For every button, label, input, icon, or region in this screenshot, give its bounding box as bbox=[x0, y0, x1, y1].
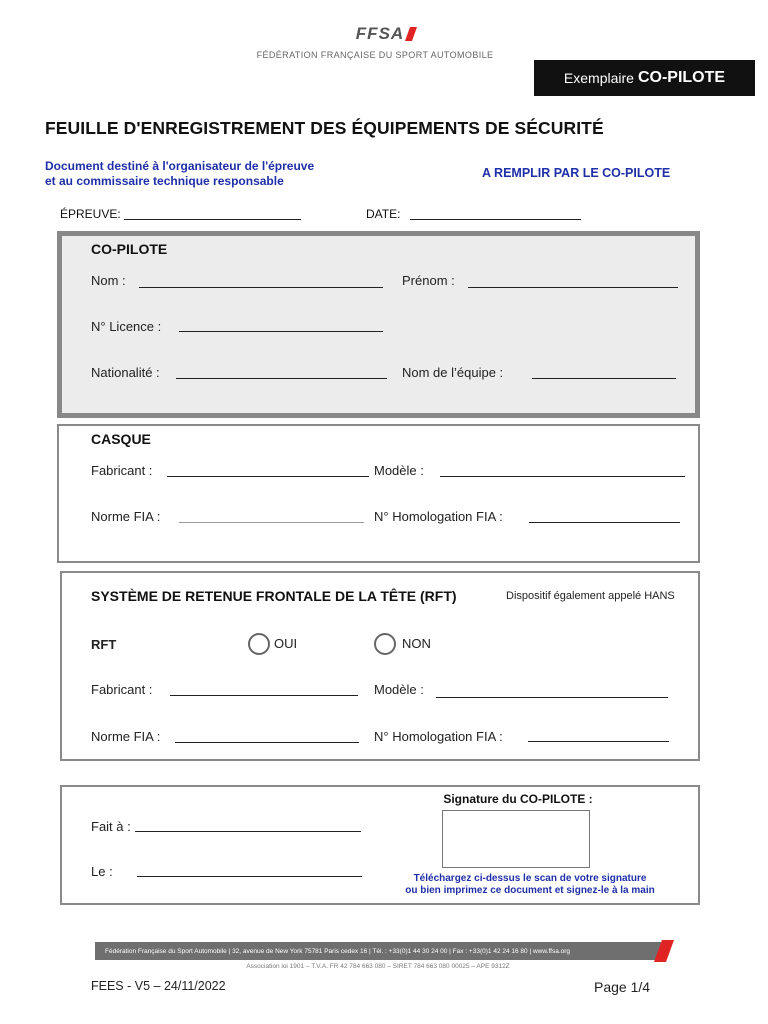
nationalite-label: Nationalité : bbox=[91, 365, 160, 380]
rft-modele-field[interactable] bbox=[436, 697, 668, 698]
rft-non-radio[interactable] bbox=[374, 633, 396, 655]
page-title: FEUILLE D'ENREGISTREMENT DES ÉQUIPEMENTS DE SÉCURITÉ bbox=[45, 118, 604, 138]
intro-text bbox=[45, 159, 314, 189]
rft-oui-radio[interactable] bbox=[248, 633, 270, 655]
casque-norme-label: Norme FIA : bbox=[91, 509, 161, 524]
rft-norme-label: Norme FIA : bbox=[91, 729, 161, 744]
licence-field[interactable] bbox=[179, 331, 383, 332]
rft-title: SYSTÈME DE RETENUE FRONTALE DE LA TÊTE (RFT) bbox=[91, 588, 457, 604]
footer-address-bar: Fédération Française du Sport Automobile | 32, avenue de New York 75781 Paris cedex 16 | Tél. : +33(0)1 44 30 24 00 | Fax : +33(0)1 42 24 16 80 | www.ffsa.org bbox=[95, 942, 661, 960]
rft-homologation-field[interactable] bbox=[528, 741, 669, 742]
ffsa-logo-mark-icon bbox=[405, 27, 417, 41]
date-field[interactable] bbox=[410, 219, 581, 220]
page-number: Page 1/4 bbox=[594, 979, 651, 995]
rft-non-label: NON bbox=[402, 636, 431, 651]
casque-title: CASQUE bbox=[91, 431, 151, 447]
nom-field[interactable] bbox=[139, 287, 383, 288]
casque-modele-label: Modèle : bbox=[374, 463, 424, 478]
casque-fabricant-label: Fabricant : bbox=[91, 463, 153, 478]
nom-label: Nom : bbox=[91, 273, 126, 288]
rft-fabricant-field[interactable] bbox=[170, 695, 358, 696]
signature-note bbox=[380, 873, 680, 897]
rft-fabricant-label: Fabricant : bbox=[91, 682, 153, 697]
casque-section bbox=[57, 424, 700, 563]
casque-homologation-label: N° Homologation FIA : bbox=[374, 509, 503, 524]
rft-norme-field[interactable] bbox=[175, 742, 359, 743]
federation-name: FÉDÉRATION FRANÇAISE DU SPORT AUTOMOBILE bbox=[256, 50, 494, 60]
signature-note-line-2: ou bien imprimez ce document et signez-le à la main bbox=[405, 885, 655, 896]
document-reference: FEES - V5 – 24/11/2022 bbox=[91, 979, 226, 993]
signature-box[interactable] bbox=[442, 810, 590, 868]
rft-modele-label: Modèle : bbox=[374, 682, 424, 697]
equipe-field[interactable] bbox=[532, 378, 676, 379]
copilote-title: CO-PILOTE bbox=[91, 241, 168, 257]
date-label: DATE: bbox=[366, 207, 401, 221]
rft-label: RFT bbox=[91, 637, 117, 652]
casque-fabricant-field[interactable] bbox=[167, 476, 369, 477]
copy-label: Exemplaire bbox=[563, 70, 634, 86]
epreuve-label: ÉPREUVE: bbox=[60, 207, 121, 221]
le-label: Le : bbox=[91, 864, 113, 879]
signature-title: Signature du CO-PILOTE : bbox=[443, 792, 593, 806]
ffsa-logo: FFSA bbox=[355, 24, 405, 43]
copy-role: CO-PILOTE bbox=[637, 69, 726, 86]
epreuve-field[interactable] bbox=[124, 219, 301, 220]
fill-instruction: A REMPLIR PAR LE CO-PILOTE bbox=[482, 166, 671, 180]
licence-label: N° Licence : bbox=[91, 319, 162, 334]
rft-homologation-label: N° Homologation FIA : bbox=[374, 729, 503, 744]
prenom-field[interactable] bbox=[468, 287, 678, 288]
fait-field[interactable] bbox=[135, 831, 361, 832]
intro-line-1: Document destiné à l'organisateur de l'épreuve bbox=[45, 159, 315, 173]
nationalite-field[interactable] bbox=[176, 378, 387, 379]
intro-line-2: et au commissaire technique responsable bbox=[45, 174, 284, 188]
casque-norme-field[interactable] bbox=[179, 522, 364, 523]
footer-association: Association loi 1901 – T.V.A. FR 42 784 663 080 – SIRET 784 663 080 00025 – APE 9312Z bbox=[246, 963, 510, 970]
casque-modele-field[interactable] bbox=[440, 476, 685, 477]
copy-type-banner bbox=[534, 60, 755, 96]
prenom-label: Prénom : bbox=[402, 273, 455, 288]
signature-note-line-1: Téléchargez ci-dessus le scan de votre signature bbox=[413, 873, 647, 884]
le-field[interactable] bbox=[137, 876, 362, 877]
ffsa-footer-mark-icon bbox=[654, 940, 674, 962]
equipe-label: Nom de l’équipe : bbox=[402, 365, 504, 380]
rft-oui-label: OUI bbox=[274, 636, 298, 651]
fait-label: Fait à : bbox=[91, 819, 131, 834]
rft-subtitle: Dispositif également appelé HANS bbox=[506, 590, 675, 602]
casque-homologation-field[interactable] bbox=[529, 522, 680, 523]
